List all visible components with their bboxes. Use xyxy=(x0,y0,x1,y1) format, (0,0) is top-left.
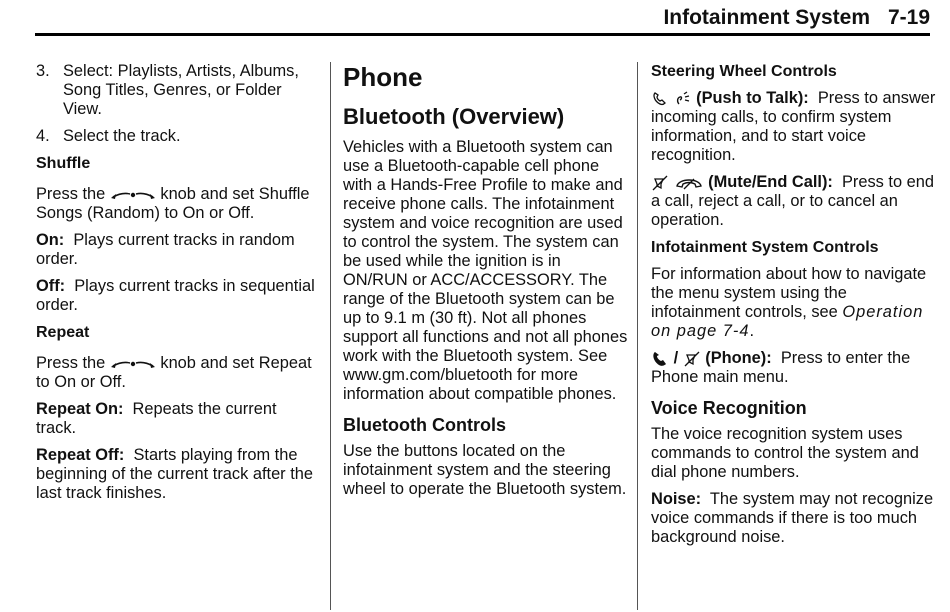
shuffle-off-label: Off: xyxy=(36,277,66,295)
phone-title: Phone xyxy=(343,62,423,92)
bluetooth-overview-heading: Bluetooth (Overview) xyxy=(343,104,565,129)
repeat-on-label: Repeat On: xyxy=(36,400,124,418)
page-number: 7-19 xyxy=(887,6,930,29)
repeat-off-label: Repeat Off: xyxy=(36,446,125,464)
infotainment-controls-body: For information about how to navigate the menu system using the infotainment controls, see xyxy=(651,265,927,321)
knob-icon xyxy=(110,358,156,370)
shuffle-press-before: Press the xyxy=(36,185,106,203)
section-title: Infotainment System xyxy=(663,6,870,29)
push-to-talk-text: Press to answer incoming calls, to confirm system information, and to start voice recognition. xyxy=(651,89,936,164)
repeat-off-text: Starts playing from the beginning of the current track after the last track finishes. xyxy=(36,446,313,502)
bluetooth-controls-text: Use the buttons located on the infotainment system and the steering wheel to operate the Bluetooth system. xyxy=(343,442,627,498)
mute-icon xyxy=(683,351,701,367)
infotainment-controls-heading: Infotainment System Controls xyxy=(651,239,879,256)
mute-icon xyxy=(651,175,669,191)
knob-icon xyxy=(110,189,156,201)
repeat-instruction xyxy=(36,354,318,392)
icon-separator: / xyxy=(673,349,679,367)
repeat-off xyxy=(36,446,318,503)
push-to-talk-label: (Push to Talk): xyxy=(696,89,809,107)
bluetooth-controls-heading: Bluetooth Controls xyxy=(343,415,506,435)
page-header xyxy=(0,0,950,36)
list-text: Select: Playlists, Artists, Albums, Song Titles, Genres, or Folder View. xyxy=(63,62,299,118)
steering-wheel-controls-heading: Steering Wheel Controls xyxy=(651,63,837,80)
sentence-end: . xyxy=(749,322,755,340)
column-right xyxy=(651,62,936,555)
voice-recognition-heading: Voice Recognition xyxy=(651,398,807,418)
noise-entry xyxy=(651,490,936,547)
noise-text: The system may not recognize voice commands if there is too much background noise. xyxy=(651,490,934,546)
phone-handset-icon xyxy=(651,91,669,107)
shuffle-off-text: Plays current tracks in sequential order. xyxy=(36,277,315,314)
push-to-talk-entry xyxy=(651,89,936,165)
column-middle xyxy=(343,62,628,507)
column-divider xyxy=(637,62,638,610)
shuffle-press-after: knob and set Shuffle Songs (Random) to On or Off. xyxy=(36,185,310,222)
list-number: 3. xyxy=(36,62,50,80)
steps-list xyxy=(36,62,318,146)
infotainment-controls-text xyxy=(651,265,936,341)
phone-label: (Phone): xyxy=(705,349,772,367)
column-divider xyxy=(330,62,331,610)
voice-recognition-text: The voice recognition system uses commands to control the system and dial phone numbers. xyxy=(651,425,919,481)
phone-solid-icon xyxy=(651,351,669,367)
noise-label: Noise: xyxy=(651,490,702,508)
mute-end-call-label: (Mute/End Call): xyxy=(708,173,833,191)
shuffle-on xyxy=(36,231,318,269)
list-text: Select the track. xyxy=(63,127,181,145)
shuffle-on-label: On: xyxy=(36,231,65,249)
repeat-on xyxy=(36,400,318,438)
list-item xyxy=(36,127,318,146)
repeat-on-text: Repeats the current track. xyxy=(36,400,277,437)
end-call-icon xyxy=(674,175,704,191)
phone-text: Press to enter the Phone main menu. xyxy=(651,349,911,386)
header-rule xyxy=(35,33,930,36)
phone-button-entry xyxy=(651,349,936,387)
shuffle-instruction xyxy=(36,185,318,223)
voice-talk-icon xyxy=(674,91,692,107)
shuffle-heading: Shuffle xyxy=(36,155,91,172)
bluetooth-overview-text: Vehicles with a Bluetooth system can use a Bluetooth-capable cell phone with a Hands-Free Profile to make and receive phone calls. The infotainment system and voice recognition are used to control the system. The system can be used while the ignition is in ON/RUN or ACC/ACCESSORY. The range of the Bluetooth system can be up to 9.1 m (30 ft). Not all phones support all functions and not all phones work with the Bluetooth system. See www.gm.com/bluetooth for more information about compatible phones. xyxy=(343,138,628,403)
operation-page-reference[interactable]: Operation on page 7-4 xyxy=(651,303,924,340)
repeat-press-before: Press the xyxy=(36,354,106,372)
repeat-press-after: knob and set Repeat to On or Off. xyxy=(36,354,312,391)
shuffle-on-text: Plays current tracks in random order. xyxy=(36,231,295,268)
list-item xyxy=(36,62,318,119)
repeat-heading: Repeat xyxy=(36,324,90,341)
shuffle-off xyxy=(36,277,318,315)
list-number: 4. xyxy=(36,127,50,145)
mute-end-call-text: Press to end a call, reject a call, or to cancel an operation. xyxy=(651,173,935,229)
column-left xyxy=(36,62,318,511)
mute-end-call-entry xyxy=(651,173,936,230)
